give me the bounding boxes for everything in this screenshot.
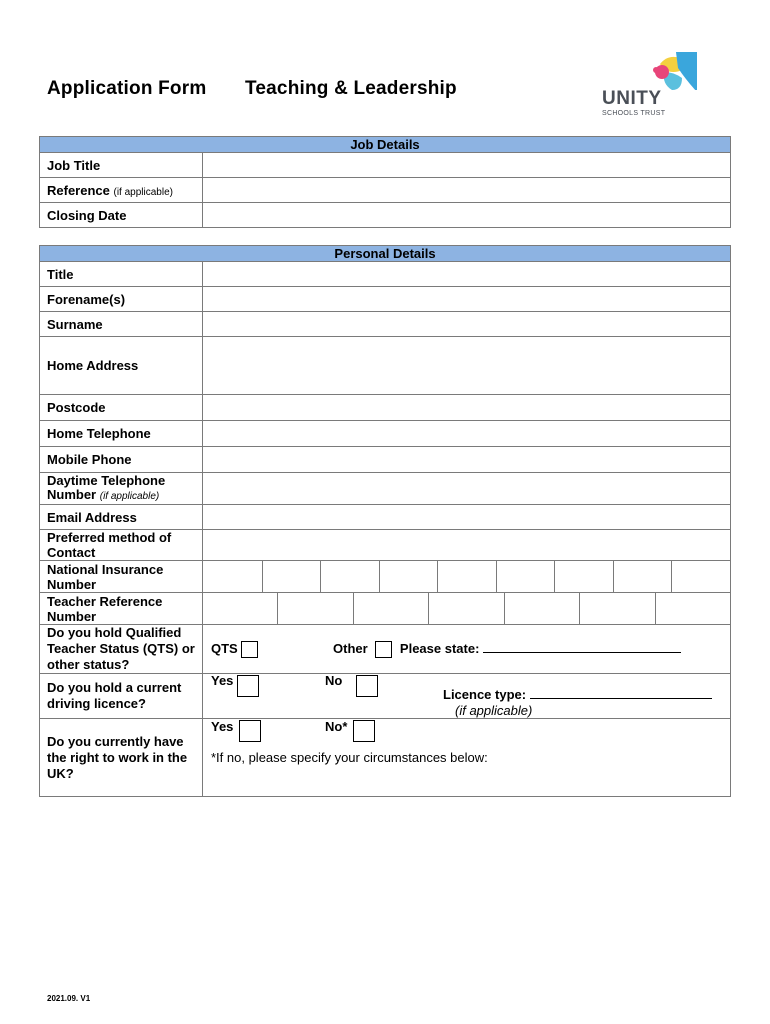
forenames-label: Forename(s) bbox=[40, 287, 203, 312]
ni-digit-box[interactable] bbox=[321, 561, 379, 592]
preferred-contact-field[interactable] bbox=[203, 530, 731, 561]
please-state-label: Please state: bbox=[399, 640, 480, 656]
unity-logo bbox=[598, 50, 708, 122]
title-label: Title bbox=[40, 262, 203, 287]
email-field[interactable] bbox=[203, 505, 731, 530]
right-to-work-field bbox=[203, 719, 731, 797]
licence-no-label: No bbox=[325, 673, 343, 688]
personal-details-table bbox=[39, 245, 731, 797]
form-title: Application Form bbox=[47, 78, 207, 99]
please-state-input[interactable] bbox=[483, 652, 681, 653]
email-label: Email Address bbox=[40, 505, 203, 530]
forenames-field[interactable] bbox=[203, 287, 731, 312]
work-yes-label: Yes bbox=[211, 719, 234, 734]
ni-digit-box[interactable] bbox=[380, 561, 438, 592]
teacher-ref-label: Teacher Reference Number bbox=[40, 593, 203, 625]
ni-digit-box[interactable] bbox=[614, 561, 672, 592]
preferred-contact-label: Preferred method of Contact bbox=[40, 530, 203, 561]
job-details-table bbox=[39, 136, 731, 228]
work-yes-checkbox[interactable] bbox=[239, 720, 261, 742]
licence-question-label: Do you hold a current driving licence? bbox=[40, 674, 203, 719]
form-subtitle: Teaching & Leadership bbox=[245, 78, 457, 99]
home-telephone-field[interactable] bbox=[203, 421, 731, 447]
ni-digit-box[interactable] bbox=[672, 561, 730, 592]
right-to-work-label: Do you currently have the right to work in the UK? bbox=[40, 719, 203, 797]
ni-digit-box[interactable] bbox=[555, 561, 613, 592]
version-footer: 2021.09. V1 bbox=[47, 994, 91, 1003]
qts-question-label: Do you hold Qualified Teacher Status (QTS) or other status? bbox=[40, 625, 203, 674]
closing-date-label: Closing Date bbox=[40, 203, 203, 228]
reference-field[interactable] bbox=[203, 178, 731, 203]
trn-digit-box[interactable] bbox=[429, 593, 504, 624]
teacher-ref-field[interactable] bbox=[203, 593, 731, 625]
surname-field[interactable] bbox=[203, 312, 731, 337]
qts-checkbox[interactable] bbox=[241, 641, 258, 658]
personal-details-heading: Personal Details bbox=[40, 246, 731, 262]
ni-digit-box[interactable] bbox=[203, 561, 263, 592]
home-address-field[interactable] bbox=[203, 337, 731, 395]
trn-digit-box[interactable] bbox=[580, 593, 655, 624]
work-no-checkbox[interactable] bbox=[353, 720, 375, 742]
job-title-field[interactable] bbox=[203, 153, 731, 178]
postcode-label: Postcode bbox=[40, 395, 203, 421]
other-checkbox[interactable] bbox=[375, 641, 392, 658]
mobile-phone-label: Mobile Phone bbox=[40, 447, 203, 473]
home-address-label: Home Address bbox=[40, 337, 203, 395]
logo-mark-icon bbox=[598, 50, 708, 90]
home-telephone-label: Home Telephone bbox=[40, 421, 203, 447]
ni-number-label: National Insurance Number bbox=[40, 561, 203, 593]
mobile-phone-field[interactable] bbox=[203, 447, 731, 473]
trn-digit-box[interactable] bbox=[278, 593, 353, 624]
closing-date-field[interactable] bbox=[203, 203, 731, 228]
job-details-heading: Job Details bbox=[40, 137, 731, 153]
trn-digit-box[interactable] bbox=[354, 593, 429, 624]
licence-field bbox=[203, 674, 731, 719]
daytime-telephone-label: Daytime Telephone Number (if applicable) bbox=[40, 473, 203, 505]
right-to-work-note: *If no, please specify your circumstances below: bbox=[211, 750, 488, 765]
licence-yes-checkbox[interactable] bbox=[237, 675, 259, 697]
trn-digit-box[interactable] bbox=[505, 593, 580, 624]
surname-label: Surname bbox=[40, 312, 203, 337]
other-option-label: Other bbox=[333, 640, 368, 656]
logo-name: UNITY bbox=[602, 88, 662, 109]
trn-digit-box[interactable] bbox=[203, 593, 278, 624]
qts-option-label: QTS bbox=[211, 640, 238, 656]
work-no-label: No* bbox=[325, 719, 348, 734]
daytime-telephone-field[interactable] bbox=[203, 473, 731, 505]
licence-type-input[interactable] bbox=[530, 698, 712, 699]
logo-tagline: SCHOOLS TRUST bbox=[602, 110, 666, 117]
ni-digit-box[interactable] bbox=[263, 561, 321, 592]
qts-field bbox=[203, 625, 731, 674]
title-field[interactable] bbox=[203, 262, 731, 287]
licence-note: (if applicable) bbox=[455, 703, 533, 718]
licence-yes-label: Yes bbox=[211, 673, 234, 688]
ni-digit-box[interactable] bbox=[438, 561, 496, 592]
trn-digit-box[interactable] bbox=[656, 593, 730, 624]
job-title-label: Job Title bbox=[40, 153, 203, 178]
licence-type-label: Licence type: bbox=[443, 687, 527, 702]
reference-label: Reference (if applicable) bbox=[40, 178, 203, 203]
ni-digit-box[interactable] bbox=[497, 561, 555, 592]
ni-number-field[interactable] bbox=[203, 561, 731, 593]
licence-no-checkbox[interactable] bbox=[356, 675, 378, 697]
postcode-field[interactable] bbox=[203, 395, 731, 421]
